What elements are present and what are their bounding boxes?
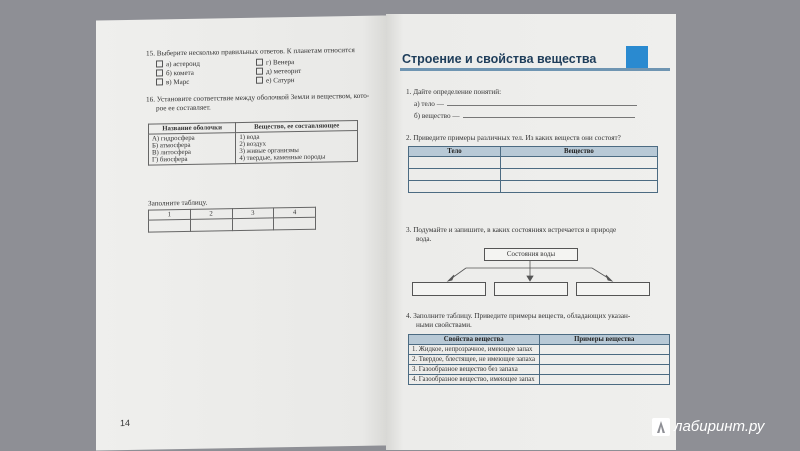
answer-cell-2[interactable] <box>190 219 232 232</box>
q15-option-c[interactable]: в) Марс <box>156 78 200 88</box>
q15-option-e[interactable]: д) метеорит <box>256 67 301 77</box>
question-3-text: 3. Подумайте и запишите, в каких состояниях встречается в природе вода. <box>406 226 617 243</box>
question-2-text: 2. Приведите примеры различных тел. Из каких веществ они состоят? <box>406 134 621 142</box>
q4-property-4: 4. Газообразное вещество, имеющее запах <box>409 375 540 385</box>
checkbox-icon[interactable] <box>156 78 163 85</box>
watermark-text: лабиринт.ру <box>674 418 765 435</box>
answer-cell-4[interactable] <box>274 217 316 230</box>
checkbox-icon[interactable] <box>256 59 263 66</box>
diagram-arrows <box>386 14 676 314</box>
water-state-box-1[interactable] <box>412 282 486 296</box>
q4-example-cell[interactable] <box>539 375 670 385</box>
section-title: Строение и свойства вещества <box>402 52 597 66</box>
q16-shells-cell: А) гидросфера Б) атмосфера В) литосфера Г) биосфера <box>149 133 236 166</box>
question-16-text: 16. Установите соответствие между оболочкой Земли и веществом, кото- рое ее составляет. <box>146 91 370 113</box>
q4-property-1: 1. Жидкое, непрозрачное, имеющее запах <box>409 345 540 355</box>
checkbox-icon[interactable] <box>156 60 163 67</box>
q4-property-2: 2. Твердое, блестящее, не имеющее запаха <box>409 355 540 365</box>
checkbox-icon[interactable] <box>256 68 263 75</box>
q4-example-cell[interactable] <box>539 355 670 365</box>
q15-options-col2 <box>256 58 301 86</box>
q16-header-shell: Название оболочки <box>149 123 236 135</box>
q4-example-cell[interactable] <box>539 345 670 355</box>
q15-option-d[interactable]: г) Венера <box>256 58 301 68</box>
q15-option-a[interactable]: а) астероид <box>156 60 200 70</box>
q4-example-cell[interactable] <box>539 365 670 375</box>
q16-substances-cell: 1) вода 2) воздух 3) живые организмы 4) твердые, каменные породы <box>236 130 358 163</box>
left-page <box>96 15 386 450</box>
answer-header-2: 2 <box>190 209 232 220</box>
q15-options-col1 <box>156 60 200 88</box>
answer-table <box>148 207 316 233</box>
checkbox-icon[interactable] <box>156 69 163 76</box>
q15-option-b[interactable]: б) комета <box>156 69 200 79</box>
labirint-logo-icon <box>652 418 670 436</box>
right-page <box>386 14 676 450</box>
page-number: 14 <box>120 417 131 429</box>
answer-cell-1[interactable] <box>149 219 191 232</box>
q2-header-body: Тело <box>409 147 501 157</box>
question-15-text: 15. Выберите несколько правильных ответов. К планетам относится <box>146 46 355 58</box>
water-state-box-2[interactable] <box>494 282 568 296</box>
q4-table <box>408 334 670 385</box>
fill-table-label: Заполните таблицу. <box>148 198 208 208</box>
q2-header-substance: Вещество <box>500 147 657 157</box>
answer-cell-3[interactable] <box>232 218 274 231</box>
q15-option-f[interactable]: е) Сатурн <box>256 76 301 86</box>
answer-header-3: 3 <box>232 208 274 219</box>
answer-header-1: 1 <box>149 209 191 220</box>
water-state-box-3[interactable] <box>576 282 650 296</box>
q4-property-3: 3. Газообразное вещество без запаха <box>409 365 540 375</box>
water-states-node: Состояния воды <box>484 248 578 261</box>
q4-header-examples: Примеры вещества <box>539 335 670 345</box>
q16-header-substance: Вещество, ее составляющее <box>236 120 358 132</box>
question-4-text: 4. Заполните таблицу. Приведите примеры веществ, обладающих указан- ными свойствами. <box>406 312 631 329</box>
q1-line-a: а) тело — <box>414 100 654 109</box>
checkbox-icon[interactable] <box>256 77 263 84</box>
q1-line-b: б) вещество — <box>414 112 654 121</box>
answer-header-4: 4 <box>274 207 316 218</box>
question-1-text: 1. Дайте определение понятий: <box>406 88 502 96</box>
q16-table <box>148 120 358 166</box>
q4-header-properties: Свойства вещества <box>409 335 540 345</box>
